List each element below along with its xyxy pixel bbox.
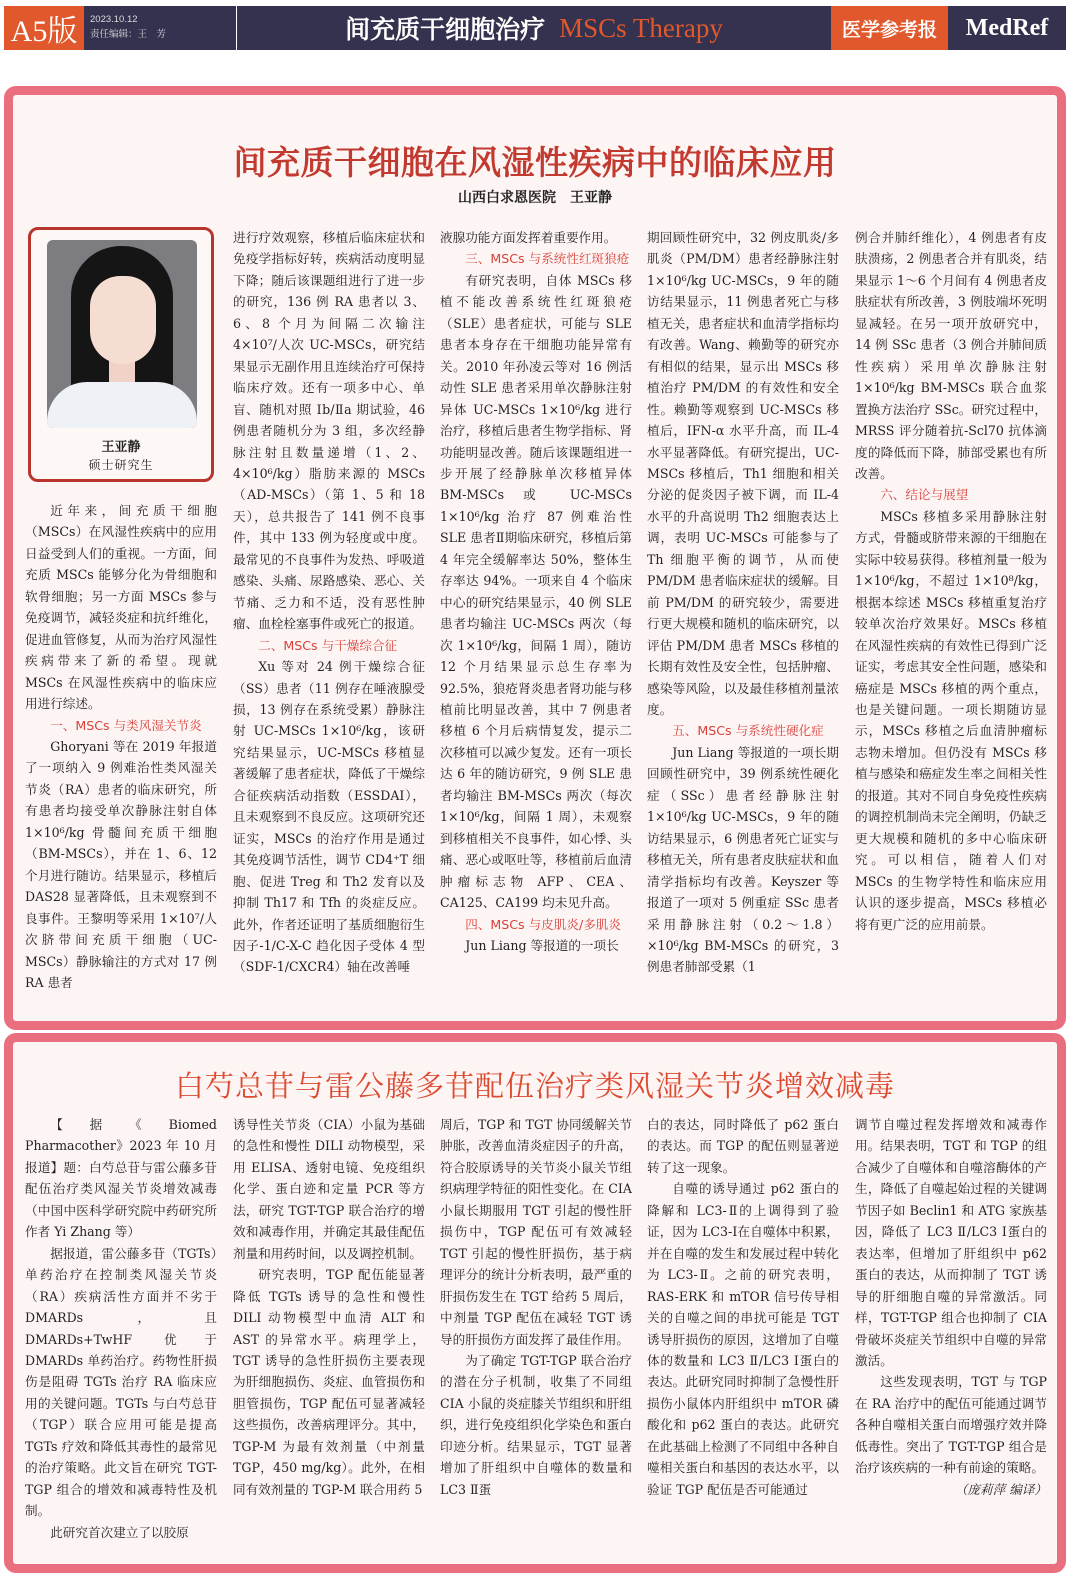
section-title-cn: 间充质干细胞治疗 — [345, 15, 546, 44]
text-column — [233, 227, 425, 1025]
section-heading: 四、MSCs 与皮肌炎/多肌炎 — [465, 916, 621, 932]
paragraph: 液腺功能方面发挥着重要作用。 — [440, 230, 617, 245]
text-column — [25, 500, 217, 1025]
paragraph: 进行疗效观察，移植后临床症状和免疫学指标好转，疾病活动度明显下降；随后该课题组进行了进一步的研究，136 例 RA 患者以 3、6、8 个月为间隔二次输注 4×10⁷/人次 UC-MSCs，研究结果显示无副作用且连续治疗可保持临床疗效。还有一项多中心、单盲、随机对照 Ⅰb/Ⅱa 期试验，46 例患者随机分为 3 组，多次经静脉注射且数量递增（1、2、4×10⁶/kg）脂肪来源的 MSCs（AD-MSCs）（第 1、5 和 18 天），总共报告了 141 例不良事件，其中 133 例为轻度或中度。最常见的不良事件为发热、呼吸道感染、头痛、尿路感染、恶心、关节痛、乏力和不适，没有恶性肿瘤、血栓栓塞事件或死亡的报道。 — [233, 230, 425, 632]
author-role: 硕士研究生 — [88, 458, 154, 472]
section-heading: 五、MSCs 与系统性硬化症 — [672, 723, 824, 739]
translator-credit: （庞莉萍 编译） — [954, 1481, 1047, 1497]
section-heading: 二、MSCs 与干燥综合征 — [258, 637, 398, 653]
paragraph: 为了确定 TGT-TGP 联合治疗的潜在分子机制，收集了不同组 CIA 小鼠的炎症膝关节组织和肝组织，进行免疫组织化学染色和蛋白印迹分析。结果显示，TGT 显著增加了肝组织中自噬体的数量和 LC3 Ⅱ蛋 — [440, 1352, 632, 1497]
paragraph: Jun Liang 等报道的一项长期回顾性研究中，39 例系统性硬化症（SSc）患者经静脉注射 1×10⁶/kg UC-MSCs，9 年的随访结果显示，6 例患者死亡证实与移植无关，所有患者皮肤症状和血清学指标均有改善。Keyszer 等报道了一项对 5 例重症 SSc 患者采用静脉注射（0.2～1.8）×10⁶/kg BM-MSCs 的研究，3 例患者肺部受累（1 — [647, 744, 839, 975]
section-heading: 一、MSCs 与类风湿关节炎 — [50, 717, 202, 733]
text-column — [440, 227, 632, 1025]
text-column — [647, 227, 839, 1025]
section-title-en: MSCs Therapy — [559, 12, 723, 43]
paragraph: 近年来，间充质干细胞（MSCs）在风湿性疾病中的应用日益受到人们的重视。一方面，间充质 MSCs 能够分化为骨细胞和软骨细胞；另一方面 MSCs 参与免疫调节，减轻炎症和抗纤维化，促进血管修复，从而为治疗风湿性疾病带来了新的希望。现就 MSCs 在风湿性疾病中的临床应用进行综述。 — [25, 503, 217, 712]
paragraph: 据报道，雷公藤多苷（TGTs）单药治疗在控制类风湿关节炎（RA）疾病活性方面并不劣于 DMARDs，且 DMARDs+TwHF 优于 DMARDs 单药治疗。药物性肝损伤是阻碍 TGTs 治疗 RA 临床应用的关键问题。TGTs 与白芍总苷（TGP）联合应用可能是提高 TGTs 疗效和降低其毒性的最常见的治疗策略。此文旨在研究 TGT-TGP 组合的增效和减毒特性及机制。 — [25, 1245, 217, 1519]
editor-credit: 责任编辑：王 芳 — [90, 29, 167, 40]
article-msc-rheumatic — [4, 86, 1066, 1030]
text-column — [855, 227, 1047, 1025]
paragraph: 自噬的诱导通过 p62 蛋白的降解和 LC3-Ⅱ的上调得到了验证，因为 LC3-Ⅰ在自噬体中积累，并在自噬的发生和发展过程中转化为 LC3-Ⅱ。之前的研究表明，RAS-ERK 和 mTOR 信号传导相关的自噬之间的串扰可能是 TGT 诱导肝损伤的原因，这增加了自噬体的数量和 LC3 Ⅱ/LC3 Ⅰ蛋白的表达。此研究同时抑制了急慢性肝损伤小鼠体内肝组织中 mTOR 磷酸化和 p62 蛋白的表达。此研究在此基础上检测了不同组中各种自噬相关蛋白和基因的表达水平，以验证 TGP 配伍是否可能通过 — [647, 1181, 839, 1497]
article-byline: 山西白求恩医院 王亚静 — [458, 190, 612, 206]
paragraph: 例合并肺纤维化），4 例患者有皮肤溃疡，2 例患者合并有肌炎，结果显示 1～6 个月间有 4 例患者皮肤症状有所改善，3 例肢端坏死明显减轻。在另一项开放研究中，14 例 SSc 患者（3 例合并肺间质性疾病）采用单次静脉注射 1×10⁶/kg BM-MSCs 联合血浆置换方法治疗 SSc。研究过程中，MRSS 评分随着抗-Scl70 抗体滴度的降低而下降，肺部受累也有所改善。 — [855, 230, 1047, 481]
edition-label: A5版 — [4, 6, 84, 50]
paragraph: 此研究首次建立了以胶原 — [50, 1524, 189, 1540]
author-photo-card — [28, 227, 214, 482]
paragraph: 周后，TGP 和 TGT 协同缓解关节肿胀，改善血清炎症因子的升高，符合胶原诱导的关节炎小鼠关节组织病理学特征的阳性变化。在 CIA 小鼠长期服用 TGT 引起的慢性肝损伤中，TGP 配伍可有效减轻 TGT 引起的慢性肝损伤，基于病理评分的统计分析表明，最严重的肝损伤发生在 TGT 给药 5 周后，中剂量 TGP 配伍在减轻 TGT 诱导的肝损伤方面发挥了最佳作用。 — [440, 1117, 632, 1347]
section-heading: 三、MSCs 与系统性红斑狼疮 — [465, 251, 630, 267]
text-column — [647, 1114, 839, 1562]
paragraph: 有研究表明，自体 MSCs 移植不能改善系统性红斑狼疮（SLE）患者症状，可能与 SLE 患者本身存在干细胞功能异常有关。2010 年孙凌云等对 16 例活动性 SLE 患者采用单次静脉注射异体 UC-MSCs 1×10⁶/kg 进行治疗，移植后患者生物学指标、肾功能明显改善。随后该课题组进一步开展了经静脉单次移植异体 BM-MSCs 或 UC-MSCs 1×10⁶/kg 治疗 87 例难治性 SLE 患者Ⅱ期临床研究，移植后第 4 年完全缓解率达 50%，整体生存率达 94%。一项来自 4 个临床中心的研究结果显示，40 例 SLE 患者均输注 UC-MSCs 两次（每次 1×10⁶/kg，间隔 1 周），随访 12 个月结果显示总生存率为 92.5%，狼疮肾炎患者肾功能与移植前比明显改善，其中 7 例患者移植 6 个月后病情复发，提示二次移植可以减少复发。还有一项长达 6 年的随访研究，9 例 SLE 患者均输注 BM-MSCs 两次（每次 1×10⁶/kg，间隔 1 周），未观察到移植相关不良事件，如心悸、头痛、恶心或呕吐等，移植前后血清肿瘤标志物 AFP、CEA、CA125、CA199 均未见升高。 — [440, 272, 632, 911]
issue-meta — [84, 6, 237, 50]
paragraph: MSCs 移植多采用静脉注射方式，骨髓或脐带来源的干细胞在实际中较易获得。移植剂量一般为 1×10⁶/kg，不超过 1×10⁸/kg，根据本综述 MSCs 移植重复治疗较单次治疗效果好。MSCs 移植在风湿性疾病的有效性已得到广泛证实，考虑其安全性问题，感染和癌症是 MSCs 移植的两个重点，也是关键问题。一项长期随访显示，MSCs 移植之后血清肿瘤标志物未增加。但仍没有 MSCs 移植与感染和癌症发生率之间相关性的报道。其对不同自身免疫性疾病的调控机制尚未完全阐明，仍缺乏更大规模和随机的多中心临床研究。可以相信，随着人们对 MSCs 的生物学特性和临床应用认识的逐步提高，MSCs 移植必将有更广泛的应用前景。 — [855, 508, 1047, 932]
paragraph: 研究表明，TGP 配伍能显著降低 TGTs 诱导的急性和慢性 DILI 动物模型中血清 ALT 和 AST 的异常水平。病理学上，TGT 诱导的急性肝损伤主要表现为肝细胞损伤、炎症、血管损伤和胆管损伤，TGP 配伍可显著减轻这些损伤，改善病理评分。其中，TGP-M 为最有效剂量（中剂量 TGP，450 mg/kg）。此外，在相同有效剂量的 TGP-M 联合用药 5 — [233, 1267, 425, 1497]
paragraph: 调节自噬过程发挥增效和减毒作用。结果表明，TGT 和 TGP 的组合减少了自噬体和自噬溶酶体的产生，降低了自噬起始过程的关键调节因子如 Beclin1 和 ATG 家族基因，降低了 LC3 Ⅱ/LC3 Ⅰ蛋白的表达率，但增加了肝组织中 p62 蛋白的表达，从而抑制了 TGT 诱导的肝细胞自噬的异常激活。同样，TGT-TGP 组合也抑制了 CIA 骨破坏炎症关节组织中自噬的异常激活。 — [855, 1117, 1047, 1368]
brand-cn: 医学参考报 — [831, 6, 948, 50]
paragraph: 白的表达，同时降低了 p62 蛋白的表达。而 TGP 的配伍则显著逆转了这一现象。 — [647, 1117, 839, 1175]
text-column — [25, 1114, 217, 1562]
paragraph: Ghoryani 等在 2019 年报道了一项纳入 9 例难治性类风湿关节炎（RA）患者的临床研究，所有患者均接受单次静脉注射自体 1×10⁶/kg 骨髓间充质干细胞（BM-MSCs），并在 1、6、12 个月进行随访。结果显示，移植后 DAS28 显著降低，且未观察到不良事件。王黎明等采用 1×10⁷/人次脐带间充质干细胞（UC-MSCs）静脉输注的方式对 17 例 RA 患者 — [25, 738, 217, 990]
paragraph: 期回顾性研究中，32 例皮肌炎/多肌炎（PM/DM）患者经静脉注射 1×10⁶/kg UC-MSCs，9 年的随访结果显示，11 例患者死亡与移植无关，患者症状和血清学指标均有改善。Wang、赖勤等的研究亦有相似的结果，显示出 MSCs 移植治疗 PM/DM 的有效性和安全性。赖勤等观察到 UC-MSCs 移植后，IFN-α 水平升高，而 IL-4 水平显著降低。有研究提出，UC-MSCs 移植后，Th1 细胞和相关分泌的促炎因子被下调，而 IL-4 水平的升高说明 Th2 细胞表达上调，表明 UC-MSCs 可能参与了 Th 细胞平衡的调节，从而使 PM/DM 患者临床症状的缓解。目前 PM/DM 的研究较少，需要进行更大规模和随机的临床研究，以评估 PM/DM 患者 MSCs 移植的长期有效性及安全性，包括肿瘤、感染等风险，以及最佳移植剂量浓度。 — [647, 230, 839, 717]
text-column — [855, 1114, 1047, 1562]
author-name: 王亚静 — [101, 440, 141, 455]
article-title: 间充质干细胞在风湿性疾病中的临床应用 — [233, 143, 837, 182]
section-heading: 六、结论与展望 — [880, 487, 969, 503]
paragraph: Xu 等对 24 例干燥综合征（SS）患者（11 例存在唾液腺受损，13 例存在系统受累）静脉注射 UC-MSCs 1×10⁶/kg，该研究结果显示，UC-MSCs 移植显著缓解了患者症状，降低了干燥综合征疾病活动指数（ESSDAI），且未观察到不良反应。这项研究还证实，MSCs 的治疗作用是通过其免疫调节活性，调节 CD4⁺T 细胞、促进 Treg 和 Th2 发育以及抑制 Th17 和 Tfh 的炎症反应。此外，作者还证明了基质细胞衍生因子-1/C-X-C 趋化因子受体 4 型（SDF-1/CXCR4）轴在改善唾 — [233, 659, 425, 975]
section-title — [237, 6, 831, 50]
text-column — [440, 1114, 632, 1562]
paragraph: 诱导性关节炎（CIA）小鼠为基础的急性和慢性 DILI 动物模型，采用 ELISA、透射电镜、免疫组织化学、蛋白迹和定量 PCR 等方法，研究 TGT-TGP 联合治疗的增效和减毒作用，并确定其最佳配伍剂量和用药时间，以及调控机制。 — [233, 1117, 425, 1261]
paragraph: 【据《Biomed Pharmacother》2023 年 10 月报道】题：白芍总苷与雷公藤多苷配伍治疗类风湿关节炎增效减毒（中国中医科学研究院中药研究所 作者 Yi Zhang 等） — [25, 1117, 217, 1240]
brand-en: MedRef — [948, 6, 1066, 50]
page-header — [4, 6, 1066, 50]
article-tgp-tgt — [4, 1033, 1066, 1573]
issue-date: 2023.10.12 — [90, 14, 138, 25]
paragraph: Jun Liang 等报道的一项长 — [465, 937, 619, 953]
text-column — [233, 1114, 425, 1562]
paragraph: 这些发现表明，TGT 与 TGP 在 RA 治疗中的配伍可能通过调节各种自噬相关蛋白而增强疗效并降低毒性。突出了 TGT-TGP 组合是治疗该疾病的一种有前途的策略。 — [855, 1374, 1047, 1476]
article-title: 白芍总苷与雷公藤多苷配伍治疗类风湿关节炎增效减毒 — [174, 1069, 895, 1103]
author-portrait — [47, 240, 197, 428]
